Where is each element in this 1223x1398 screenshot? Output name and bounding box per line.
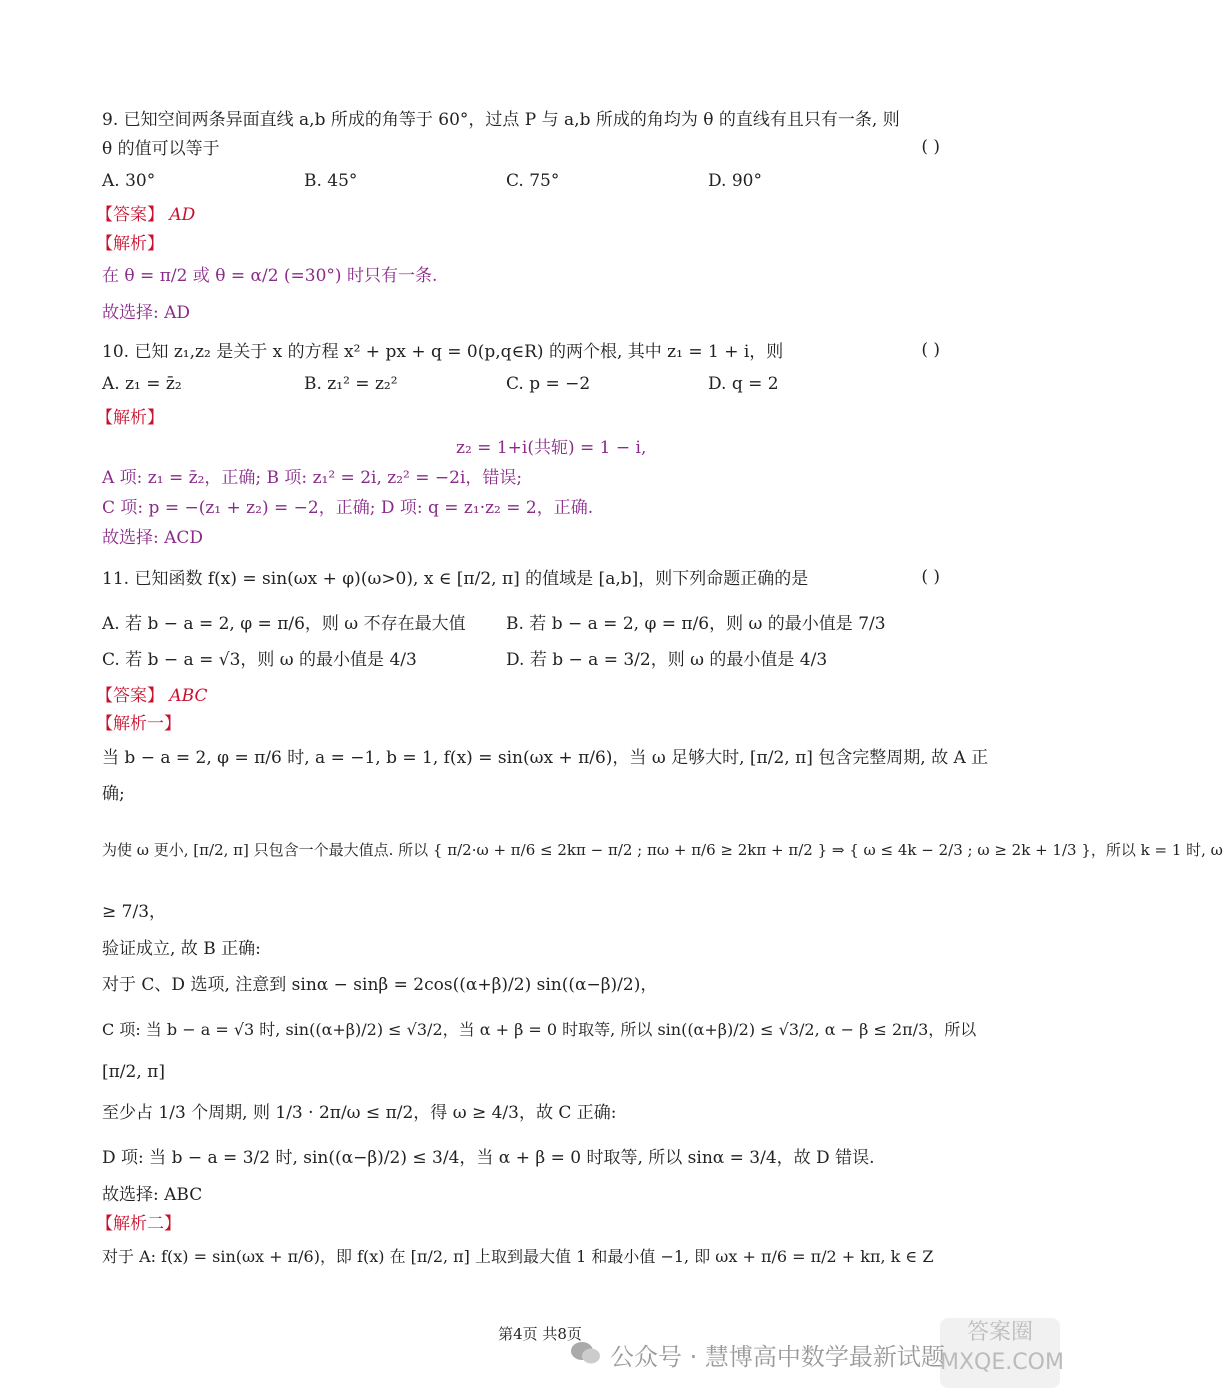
q10-select: 故选择: ACD [102,528,204,548]
q10-center: z₂ = 1+i(共轭) = 1 − i, [456,438,647,458]
q11-option-a: A. 若 b − a = 2, φ = π/6，则 ω 不存在最大值 [102,614,466,634]
q11-line1: 11. 已知函数 f(x) = sin(ωx + φ)(ω>0), x ∈ [π/2, π] 的值域是 [a,b]，则下列命题正确的是 [102,569,809,589]
q11-answer [96,684,208,708]
q9-line1: 9. 已知空间两条异面直线 a,b 所成的角等于 60°，过点 P 与 a,b 所成的角均为 θ 的直线有且只有一条, 则 [102,110,900,130]
q10-option-a: A. z₁ = z̄₂ [102,374,182,394]
q10-line1: 10. 已知 z₁,z₂ 是关于 x 的方程 x² + px + q = 0(p,q∈R) 的两个根, 其中 z₁ = 1 + i，则 [102,342,784,362]
q11-s2: 确; [102,784,125,804]
q11-s11: 故选择: ABC [102,1185,203,1205]
q9-option-a: A. 30° [102,171,156,191]
q11-s10: D 项: 当 b − a = 3/2 时, sin((α−β)/2) ≤ 3/4，当 α + β = 0 时取等, 所以 sinα = 3/4，故 D 错误. [102,1148,875,1168]
q9-option-b: B. 45° [304,171,358,191]
q10-paren: ( ) [921,340,940,360]
q11-s1: 当 b − a = 2, φ = π/6 时, a = −1, b = 1, f(x) = sin(ωx + π/6)，当 ω 足够大时, [π/2, π] 包含完整周期, 故 A 正 [102,748,989,768]
q11-s12: 对于 A: f(x) = sin(ωx + π/6)，即 f(x) 在 [π/2, π] 上取到最大值 1 和最小值 −1, 即 ωx + π/6 = π/2 + kπ, k ∈ Z [102,1247,934,1266]
q10-option-b: B. z₁² = z₂² [304,374,398,394]
q11-paren: ( ) [921,567,940,587]
q10-l1: A 项: z₁ = z̄₂，正确; B 项: z₁² = 2i, z₂² = −2i，错误; [102,468,523,488]
answer-value: ABC [169,686,208,706]
q9-line2: θ 的值可以等于 [102,139,220,159]
q11-option-b: B. 若 b − a = 2, φ = π/6，则 ω 的最小值是 7/3 [506,614,886,634]
q9-paren: ( ) [921,137,940,157]
q11-s8: [π/2, π] [102,1062,165,1082]
q10-analysis-tag: 【解析】 [96,408,164,428]
q9-analysis-tag: 【解析】 [96,234,164,254]
q10-l2: C 项: p = −(z₁ + z₂) = −2，正确; D 项: q = z₁·z₂ = 2，正确. [102,498,594,518]
q11-sol1-tag: 【解析一】 [96,714,181,734]
q11-s7: C 项: 当 b − a = √3 时, sin((α+β)/2) ≤ √3/2，当 α + β = 0 时取等, 所以 sin((α+β)/2) ≤ √3/2, α − β ≤ 2π/3，所以 [102,1020,977,1039]
page-footer: 第4页 共8页 [498,1325,582,1343]
q9-select: 故选择: AD [102,303,191,323]
q9-option-c: C. 75° [506,171,560,191]
watermark-logo: 答案圈 MXQE.COM [940,1318,1060,1388]
watermark-text: 公众号 · 慧博高中数学最新试题 [610,1343,945,1371]
wechat-icon [570,1340,602,1366]
q11-s9: 至少占 1/3 个周期, 则 1/3 · 2π/ω ≤ π/2，得 ω ≥ 4/3，故 C 正确: [102,1103,617,1123]
q11-option-c: C. 若 b − a = √3，则 ω 的最小值是 4/3 [102,650,417,670]
q11-s6: 对于 C、D 选项, 注意到 sinα − sinβ = 2cos((α+β)/2) sin((α−β)/2)， [102,975,658,995]
q11-s3: 为使 ω 更小, [π/2, π] 只包含一个最大值点. 所以 { π/2·ω + π/6 ≤ 2kπ − π/2 ; πω + π/6 ≥ 2kπ + π/2 } ⇒ { ω ≤ 4k − 2/3 ; ω ≥ 2k + 1/3 }，所以 k = 1 时, ω [102,841,1223,859]
q9-option-d: D. 90° [708,171,762,191]
answer-value: AD [169,205,196,225]
answer-tag: 【答案】 [96,686,164,706]
q10-option-c: C. p = −2 [506,374,591,394]
q9-answer [96,203,195,227]
q11-s5: 验证成立, 故 B 正确: [102,939,261,959]
answer-tag: 【答案】 [96,205,164,225]
q9-analysis: 在 θ = π/2 或 θ = α/2 (=30°) 时只有一条. [102,266,438,286]
q11-option-d: D. 若 b − a = 3/2，则 ω 的最小值是 4/3 [506,650,828,670]
q10-option-d: D. q = 2 [708,374,779,394]
q11-sol2-tag: 【解析二】 [96,1214,181,1234]
q11-s4: ≥ 7/3， [102,902,167,922]
